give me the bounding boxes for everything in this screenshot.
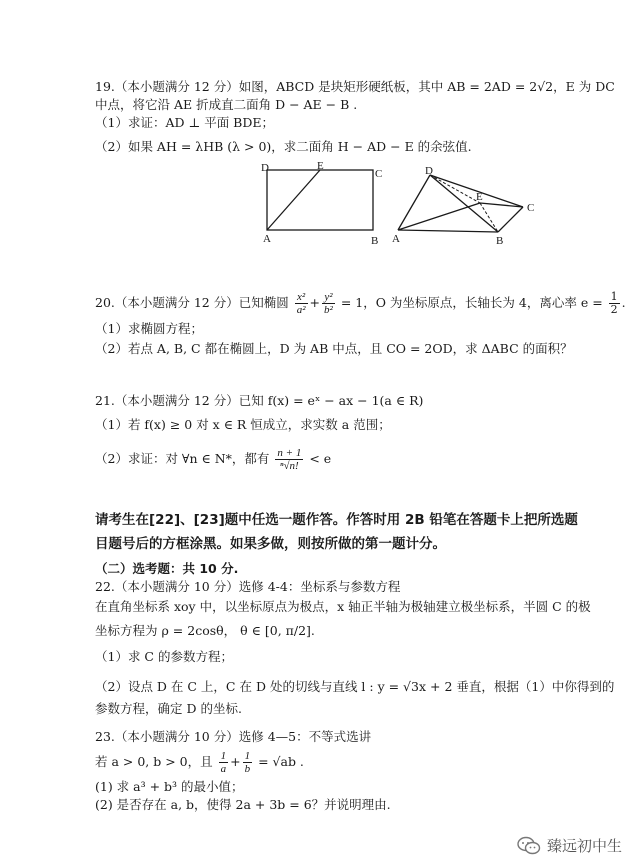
wechat-icon [517, 836, 541, 856]
q22-part2b: 参数方程，确定 D 的坐标. [95, 701, 242, 716]
fig1-label-c: C [375, 168, 383, 180]
q21-part2-pre: （2）求证：对 ∀n ∈ N*，都有 [95, 451, 270, 466]
notice-line1: 请考生在[22]、[23]题中任选一题作答。作答时用 2B 铅笔在答题卡上把所选题 [95, 512, 578, 528]
q19-line1: 19.（本小题满分 12 分）如图，ABCD 是块矩形硬纸板，其中 AB = 2AD = 2√2，E 为 DC [95, 79, 615, 94]
watermark [517, 835, 622, 856]
q23-line2: 若 a > 0, b > 0，且 $\frac{1}{a}$ + $\frac{1}{b}$ = √ab . [95, 750, 304, 775]
q21-part2-post: < e [309, 451, 332, 466]
q22-part2a: （2）设点 D 在 C 上，C 在 D 处的切线与直线 l : y = √3x + 2 垂直，根据（1）中你得到的 [95, 679, 615, 694]
q19-rectangle-figure [255, 160, 385, 250]
q20-frac-e: $\frac{1}{2}$ [610, 290, 618, 316]
q20-part1: （1）求椭圆方程； [95, 321, 203, 336]
q19-part2: （2）如果 AH = λHB (λ > 0)，求二面角 H − AD − E 的余弦值. [95, 139, 472, 154]
q23-frac-a: $\frac{1}{a}$ [220, 750, 227, 775]
fig2-label-c: C [527, 202, 535, 214]
q23-frac-b: $\frac{1}{b}$ [244, 750, 251, 775]
q22-line1: 22.（本小题满分 10 分）选修 4-4：坐标系与参数方程 [95, 579, 401, 594]
q22-line3: 坐标方程为 ρ = 2cosθ， θ ∈ [0, π/2]. [95, 623, 315, 638]
fig2-label-a: A [392, 233, 400, 245]
fig1-label-d: D [261, 162, 269, 174]
q21-part1: （1）若 f(x) ≥ 0 对 x ∈ R 恒成立，求实数 a 范围； [95, 417, 391, 432]
q20-line1: 20.（本小题满分 12 分）已知椭圆 $\frac{\text{x²}}{\text{a²}}$ + $\frac{\text{y²}}{\text{b²}}$ = 1，O 为坐标原点，长轴长为 4，离心率 e = $\frac{1}{2}$ . [95, 290, 626, 316]
q23-part2: (2) 是否存在 a, b，使得 2a + 3b = 6？并说明理由. [95, 797, 391, 812]
section-heading: （二）选考题：共 10 分. [95, 561, 239, 576]
q23-line1: 23.（本小题满分 10 分）选修 4—5：不等式选讲 [95, 729, 372, 744]
notice-line2: 目题号后的方框涂黑。如果多做，则按所做的第一题计分。 [95, 536, 446, 552]
q20-line1-pre: 20.（本小题满分 12 分）已知椭圆 [95, 295, 289, 310]
q22-part1: （1）求 C 的参数方程； [95, 649, 233, 664]
q19-line2: 中点，将它沿 AE 折成直二面角 D − AE − B . [95, 97, 358, 112]
fig2-label-d: D [425, 165, 433, 177]
q20-part2: （2）若点 A, B, C 都在椭圆上，D 为 AB 中点，且 CO = 2OD，求 ΔABC 的面积？ [95, 341, 573, 356]
q21-frac: $\frac{n + 1}{\text{ⁿ√n!}}$ [277, 447, 302, 472]
q19-folded-figure [388, 165, 548, 250]
fig2-label-e: E [476, 191, 483, 203]
q20-frac-y: $\frac{\text{y²}}{\text{b²}}$ [324, 291, 333, 316]
q20-frac-x: $\frac{\text{x²}}{\text{a²}}$ [296, 291, 306, 316]
q19-part1: （1）求证：AD ⊥ 平面 BDE； [95, 115, 275, 130]
fig2-label-b: B [496, 235, 504, 247]
fig1-label-e: E [317, 160, 324, 172]
q20-line1-post: = 1，O 为坐标原点，长轴长为 4，离心率 e = [340, 295, 603, 310]
q21-part2 [95, 442, 331, 476]
q23-line2-post: = √ab . [258, 754, 304, 769]
q22-line2: 在直角坐标系 xoy 中，以坐标原点为极点，x 轴正半轴为极轴建立极坐标系，半圆 C 的极 [95, 599, 591, 614]
watermark-text: 臻远初中生 [546, 837, 622, 855]
fig1-label-a: A [263, 233, 271, 245]
q23-line2-pre: 若 a > 0, b > 0，且 [95, 754, 213, 769]
fig1-label-b: B [371, 235, 379, 247]
q23-part1: (1) 求 a³ + b³ 的最小值； [95, 779, 244, 794]
q21-line1: 21.（本小题满分 12 分）已知 f(x) = eˣ − ax − 1(a ∈ R) [95, 393, 424, 408]
